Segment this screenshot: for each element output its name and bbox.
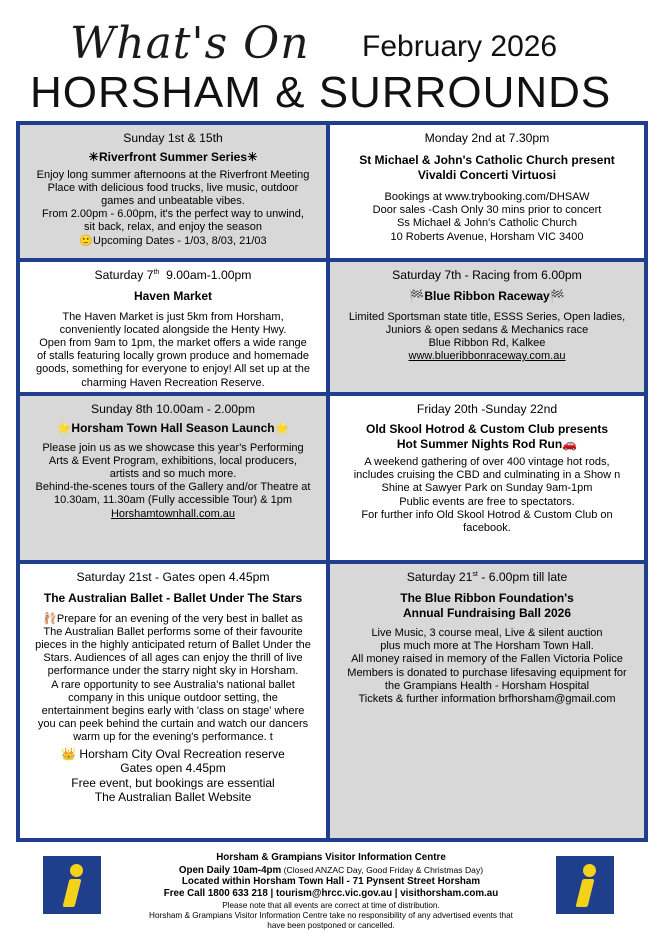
event-title: The Australian Ballet - Ballet Under The Stars [43, 591, 303, 605]
event-text: All money raised in memory of the Fallen Victoria Police [351, 653, 623, 666]
raceway-link[interactable]: www.blueribbonraceway.com.au [408, 350, 566, 363]
info-dot [583, 864, 596, 877]
footer-hours-bold: Open Daily 10am-4pm [178, 865, 282, 876]
event-text: Please join us as we showcase this year's Performing [42, 441, 304, 454]
event-text: conveniently located alongside the Henty Hwy. [59, 323, 287, 336]
info-dot [70, 864, 83, 877]
event-text: 🙂Upcoming Dates - 1/03, 8/03, 21/03 [79, 234, 267, 247]
event-text: Place with delicious food trucks, live music, outdoor [47, 181, 299, 194]
info-i-icon [556, 856, 614, 914]
event-title-line: The Blue Ribbon Foundation's [400, 591, 574, 605]
events-grid [16, 121, 648, 842]
event-text: Live Music, 3 course meal, Live & silent auction [371, 627, 603, 639]
event-text: 10.30am, 11.30am (Fully accessible Tour) & 1pm [53, 494, 293, 507]
event-text: goods, something for everyone to enjoy! All set up at the [36, 363, 310, 376]
event-text: Free event, but bookings are essential [71, 775, 275, 790]
event-heading-time: 9.00am-1.00pm [166, 268, 252, 282]
event-text: Ss Michael & John's Catholic Church [396, 217, 577, 230]
event-text: Enjoy long summer afternoons at the Riverfront Meeting [36, 168, 310, 181]
event-body [20, 311, 326, 390]
event-text: The Haven Market is just 5km from Horsham, [62, 310, 284, 323]
event-text: performance under the starry night sky in Horsham. [47, 665, 299, 678]
event-title: Haven Market [133, 289, 213, 303]
event-title-line: Old Skool Hotrod & Custom Club presents [365, 422, 608, 436]
event-heading: Friday 20th -Sunday 22nd [416, 402, 558, 416]
event-text: warm up for the evening's performance. t [73, 731, 273, 744]
event-text: Tickets & further information brfhorsham@gmail.com [358, 693, 616, 706]
event-title-line: St Michael & John's Catholic Church present [359, 153, 615, 167]
event-card-vivaldi [330, 125, 644, 258]
footer-hours-note: (Closed ANZAC Day, Good Friday & Christmas Day) [281, 865, 484, 875]
whats-on-script-title: What's On [70, 18, 310, 69]
event-heading: Saturday 21st - Gates open 4.45pm [76, 570, 270, 584]
event-text: charming Haven Recreation Reserve. [81, 376, 265, 389]
event-heading: Sunday 1st & 15th [123, 131, 223, 145]
event-heading [330, 570, 644, 584]
event-title-line: Hot Summer Nights Rod Run🚗 [396, 436, 578, 451]
event-text: Public events are free to spectators. [399, 495, 575, 508]
event-text: Blue Ribbon Rd, Kalkee [428, 336, 546, 349]
event-heading: Monday 2nd at 7.30pm [424, 131, 550, 145]
event-text: includes cruising the CBD and culminating in a Show n [353, 469, 621, 482]
event-text: Arts & Event Program, exhibitions, local producers, [48, 454, 298, 467]
footer-disclaimer: Please note that all events are correct at time of distribution. [222, 901, 440, 910]
event-card-town-hall-launch [20, 396, 326, 560]
town-hall-link[interactable]: Horshamtownhall.com.au [110, 507, 236, 520]
event-card-fundraising-ball [330, 564, 644, 838]
ballet-website-link[interactable]: The Australian Ballet Website [94, 790, 252, 805]
footer [0, 842, 662, 937]
event-title-line: Annual Fundraising Ball 2026 [402, 605, 572, 620]
footer-centre-name: Horsham & Grampians Visitor Information Centre [216, 852, 446, 863]
header [0, 0, 662, 122]
event-card-blue-ribbon-raceway [330, 262, 644, 392]
event-text: plus much more at The Horsham Town Hall. [380, 640, 594, 653]
event-heading-time: - 6.00pm till late [481, 570, 568, 584]
event-heading [20, 268, 326, 282]
event-title: 🏁Blue Ribbon Raceway🏁 [409, 289, 565, 303]
event-text: Members is donated to purchase lifesaving equipment for [347, 666, 627, 679]
event-heading-day: Saturday 7 [94, 268, 154, 282]
event-text: Gates open 4.45pm [120, 761, 226, 776]
event-text: entertainment begins early with 'class on stage' where [41, 704, 305, 717]
info-stem [63, 879, 82, 907]
event-title [330, 422, 644, 451]
event-text: artists and so much more. [109, 467, 237, 480]
event-text: From 2.00pm - 6.00pm, it's the perfect way to unwind, [42, 208, 304, 221]
event-text: A weekend gathering of over 400 vintage hot rods, [364, 456, 610, 468]
event-card-riverfront [20, 125, 326, 258]
event-body [330, 627, 644, 706]
event-title [330, 153, 644, 182]
event-title: ☀Riverfront Summer Series☀ [88, 150, 258, 164]
event-heading-sup: th [153, 268, 160, 276]
event-text: of stalls featuring locally grown produce and homemade [36, 350, 310, 363]
event-body [20, 169, 326, 248]
event-title-line: Vivaldi Concerti Virtuosi [417, 167, 557, 182]
event-text: games and unbeatable vibes. [101, 194, 245, 207]
event-text: Limited Sportsman state title, ESSS Series, Open ladies, [348, 310, 626, 323]
event-text: The Australian Ballet performs some of their favourite [43, 625, 303, 638]
footer-disclaimer: Horsham & Grampians Visitor Information Centre take no responsibility of any advertised events that [149, 911, 513, 920]
event-text: Shine at Sawyer Park on Sunday 9am-1pm [381, 482, 593, 495]
info-i-icon [43, 856, 101, 914]
event-body [330, 311, 644, 364]
event-heading-day: Saturday 21 [406, 570, 473, 584]
event-text: 👑 Horsham City Oval Recreation reserve [61, 746, 285, 761]
event-text: Juniors & open sedans & Mechanics race [385, 323, 589, 336]
page-title: HORSHAM & SURROUNDS [30, 68, 612, 117]
footer-disclaimer: have been postponed or cancelled. [267, 921, 395, 930]
event-card-ballet [20, 564, 326, 838]
footer-contact[interactable]: Free Call 1800 633 218 | tourism@hrcc.vic.gov.au | visithorsham.com.au [163, 888, 499, 899]
event-text: sit back, relax, and enjoy the season [84, 221, 262, 234]
event-text: Behind-the-scenes tours of the Gallery and/or Theatre at [35, 481, 311, 494]
event-body [330, 191, 644, 244]
event-text: 10 Roberts Avenue, Horsham VIC 3400 [390, 230, 584, 243]
event-extra [20, 747, 326, 805]
event-text: Door sales -Cash Only 30 mins prior to concert [372, 204, 602, 217]
event-text: Open from 9am to 1pm, the market offers a wide range [39, 336, 307, 349]
event-text: Stars. Audiences of all ages can enjoy the thrill of live [43, 652, 303, 665]
event-text: Bookings at www.trybooking.com/DHSAW [384, 191, 590, 203]
event-heading-sup: st [472, 570, 478, 578]
event-heading: Saturday 7th - Racing from 6.00pm [392, 268, 582, 282]
event-text: company in this unique outdoor setting, the [68, 691, 278, 704]
event-text: For further info Old Skool Hotrod & Custom Club on [361, 508, 613, 521]
event-text: the Grampians Health - Horsham Hospital [384, 679, 590, 692]
month-title: February 2026 [362, 30, 558, 63]
event-text: A rare opportunity to see Australia's national ballet [51, 678, 295, 691]
event-text: facebook. [463, 522, 511, 535]
info-stem [576, 879, 595, 907]
event-text: pieces in the highly anticipated return of Ballet Under the [35, 638, 311, 651]
event-title [330, 591, 644, 620]
event-text: 🩰Prepare for an evening of the very best in ballet as [43, 612, 303, 625]
event-title: ⭐Horsham Town Hall Season Launch⭐ [56, 421, 290, 435]
event-heading: Sunday 8th 10.00am - 2.00pm [91, 402, 255, 416]
event-body [20, 442, 326, 521]
event-body [330, 456, 644, 535]
event-card-haven-market [20, 262, 326, 392]
event-text: you can peek behind the curtain and watch our dancers [37, 718, 309, 731]
event-body [20, 613, 326, 745]
footer-location: Located within Horsham Town Hall - 71 Pynsent Street Horsham [181, 876, 481, 887]
event-card-hotrod [330, 396, 644, 560]
